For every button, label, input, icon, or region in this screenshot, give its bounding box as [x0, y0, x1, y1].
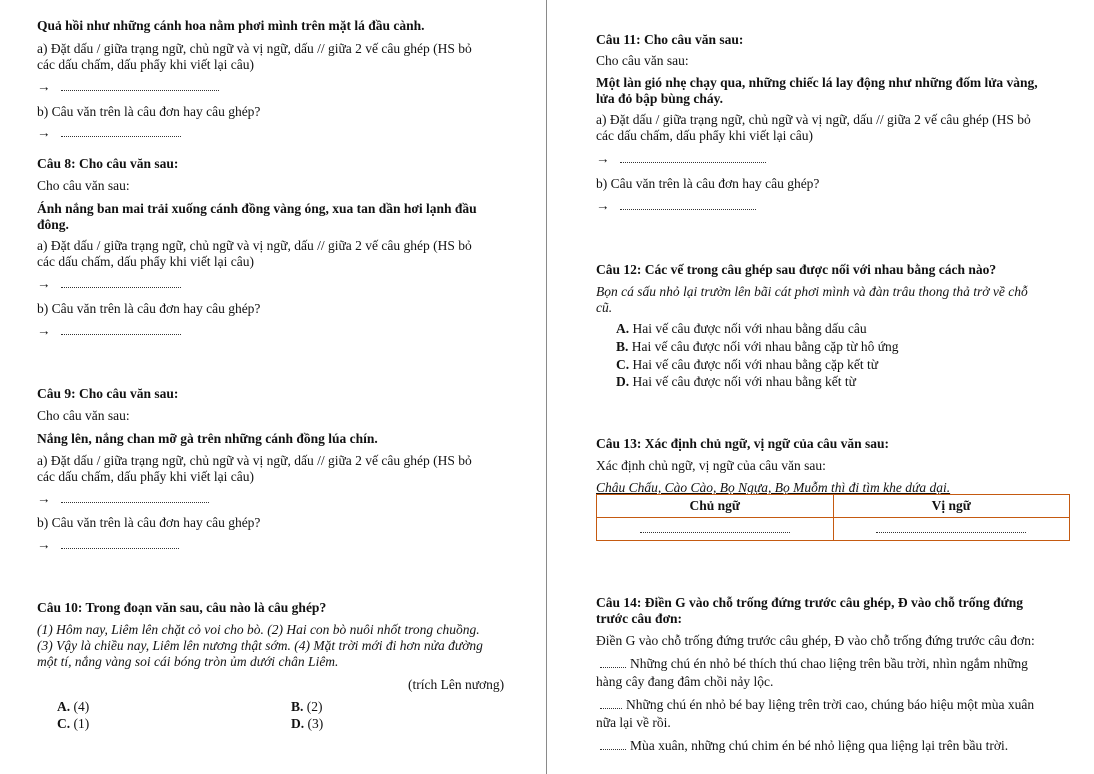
q13-predicate-cell[interactable]: [833, 518, 1070, 541]
q8-task-b: b) Câu văn trên là câu đơn hay câu ghép?: [37, 301, 261, 316]
q13-sentence: Châu Chấu, Cào Cào, Bọ Ngựa, Bọ Muỗm thì đi tìm khe dứa dại.: [596, 480, 951, 495]
q9-title: Câu 9: Cho câu văn sau:: [37, 386, 179, 401]
q10-title: Câu 10: Trong đoạn văn sau, câu nào là câu ghép?: [37, 600, 327, 615]
q11-answer-a[interactable]: →: [596, 151, 1070, 167]
q9-task-a: a) Đặt dấu / giữa trạng ngữ, chủ ngữ và vị ngữ, dấu // giữa 2 vế câu ghép (HS bỏ: [37, 453, 472, 468]
q11-answer-b[interactable]: →: [596, 198, 1070, 214]
q7-sentence: Quả hồi như những cánh hoa nằm phơi mình trên mặt lá đầu cành.: [37, 18, 425, 33]
q7-task-a-cont: các dấu chấm, dấu phẩy khi viết lại câu): [37, 57, 255, 72]
q9-lead: Cho câu văn sau:: [37, 408, 130, 423]
q11-sentence-cont: lửa đỏ bập bùng cháy.: [596, 91, 724, 106]
q14-item-2-cont: nữa lại về rồi.: [596, 715, 671, 730]
q11-task-a: a) Đặt dấu / giữa trạng ngữ, chủ ngữ và vị ngữ, dấu // giữa 2 vế câu ghép (HS bỏ: [596, 112, 1031, 127]
q8-answer-a[interactable]: →: [37, 276, 517, 292]
q10-option-d[interactable]: D. (3): [291, 716, 324, 731]
q14-title-cont: trước câu đơn:: [596, 611, 683, 626]
q8-task-a-cont: các dấu chấm, dấu phẩy khi viết lại câu): [37, 254, 255, 269]
q14-item-1[interactable]: Những chú én nhỏ bé thích thú chao liệng trên bầu trời, nhìn ngắm những: [596, 656, 1070, 672]
q10-passage-line1: (1) Hôm nay, Liêm lên chặt cỏ voi cho bò. (2) Hai con bò nuôi nhốt trong chuồng.: [37, 622, 480, 637]
q14-lead: Điền G vào chỗ trống đứng trước câu ghép, Đ vào chỗ trống đứng trước câu đơn:: [596, 633, 1035, 648]
q9-answer-b[interactable]: →: [37, 537, 517, 553]
q9-task-b: b) Câu văn trên là câu đơn hay câu ghép?: [37, 515, 261, 530]
right-column: [596, 0, 1070, 774]
q11-lead: Cho câu văn sau:: [596, 53, 689, 68]
q14-item-1-cont: hàng cây đang đâm chồi nảy lộc.: [596, 674, 774, 689]
q14-title: Câu 14: Điền G vào chỗ trống đứng trước câu ghép, Đ vào chỗ trống đứng: [596, 595, 1024, 610]
q10-passage-line3: một tí, nắng vàng soi cái bóng tròn ủm dưới chân Liêm.: [37, 654, 339, 669]
q13-answer-table: [596, 494, 1070, 541]
q10-passage-line2: (3) Vậy là chiều nay, Liêm lên nương thật sớm. (4) Mặt trời mới đi hơn nửa đường: [37, 638, 483, 653]
q10-option-c[interactable]: C. (1): [57, 716, 90, 731]
q12-sentence: Bọn cá sấu nhỏ lại trườn lên bãi cát phơi mình và đàn trâu thong thả trở về chỗ: [596, 284, 1028, 299]
q10-option-b[interactable]: B. (2): [291, 699, 323, 714]
q8-lead: Cho câu văn sau:: [37, 178, 130, 193]
q11-title: Câu 11: Cho câu văn sau:: [596, 32, 744, 47]
q12-option-b[interactable]: B. Hai vế câu được nối với nhau bằng cặp từ hô ứng: [616, 339, 899, 354]
q13-header-predicate: Vị ngữ: [833, 495, 1070, 518]
q7-task-a: a) Đặt dấu / giữa trạng ngữ, chủ ngữ và vị ngữ, dấu // giữa 2 vế câu ghép (HS bỏ: [37, 41, 472, 56]
q8-sentence: Ánh nắng ban mai trải xuống cánh đồng vàng óng, xua tan dần hơi lạnh đầu: [37, 201, 477, 216]
q12-title: Câu 12: Các vế trong câu ghép sau được nối với nhau bằng cách nào?: [596, 262, 997, 277]
left-column: [37, 0, 517, 774]
q12-option-a[interactable]: A. Hai vế câu được nối với nhau bằng dấu câu: [616, 321, 867, 336]
q7-answer-a[interactable]: →: [37, 79, 517, 95]
q11-task-b: b) Câu văn trên là câu đơn hay câu ghép?: [596, 176, 820, 191]
q7-task-b: b) Câu văn trên là câu đơn hay câu ghép?: [37, 104, 261, 119]
q9-sentence: Nắng lên, nắng chan mỡ gà trên những cánh đồng lúa chín.: [37, 431, 378, 446]
q12-option-c[interactable]: C. Hai vế câu được nối với nhau bằng cặp kết từ: [616, 357, 879, 372]
q9-task-a-cont: các dấu chấm, dấu phẩy khi viết lại câu): [37, 469, 255, 484]
q8-task-a: a) Đặt dấu / giữa trạng ngữ, chủ ngữ và vị ngữ, dấu // giữa 2 vế câu ghép (HS bỏ: [37, 238, 472, 253]
q13-subject-cell[interactable]: [597, 518, 834, 541]
q13-title: Câu 13: Xác định chủ ngữ, vị ngữ của câu văn sau:: [596, 436, 890, 451]
q12-option-d[interactable]: D. Hai vế câu được nối với nhau bằng kết từ: [616, 374, 856, 389]
q8-sentence-cont: đông.: [37, 217, 69, 232]
q13-header-subject: Chủ ngữ: [597, 495, 834, 518]
q14-item-2[interactable]: Những chú én nhỏ bé bay liệng trên trời cao, chúng báo hiệu một mùa xuân: [596, 697, 1070, 713]
q8-title: Câu 8: Cho câu văn sau:: [37, 156, 179, 171]
q9-answer-a[interactable]: →: [37, 491, 517, 507]
q10-source: (trích Lên nương): [408, 677, 505, 692]
q13-lead: Xác định chủ ngữ, vị ngữ của câu văn sau:: [596, 458, 826, 473]
q12-sentence-cont: cũ.: [596, 300, 613, 315]
column-divider: [546, 0, 547, 774]
q7-answer-b[interactable]: →: [37, 125, 517, 141]
q14-item-3[interactable]: Mùa xuân, những chú chim én bé nhỏ liệng qua liệng lại trên bầu trời.: [596, 738, 1070, 754]
q11-task-a-cont: các dấu chấm, dấu phẩy khi viết lại câu): [596, 128, 814, 143]
q8-answer-b[interactable]: →: [37, 323, 517, 339]
q11-sentence: Một làn gió nhẹ chạy qua, những chiếc lá lay động như những đốm lửa vàng,: [596, 75, 1038, 90]
q10-option-a[interactable]: A. (4): [57, 699, 90, 714]
